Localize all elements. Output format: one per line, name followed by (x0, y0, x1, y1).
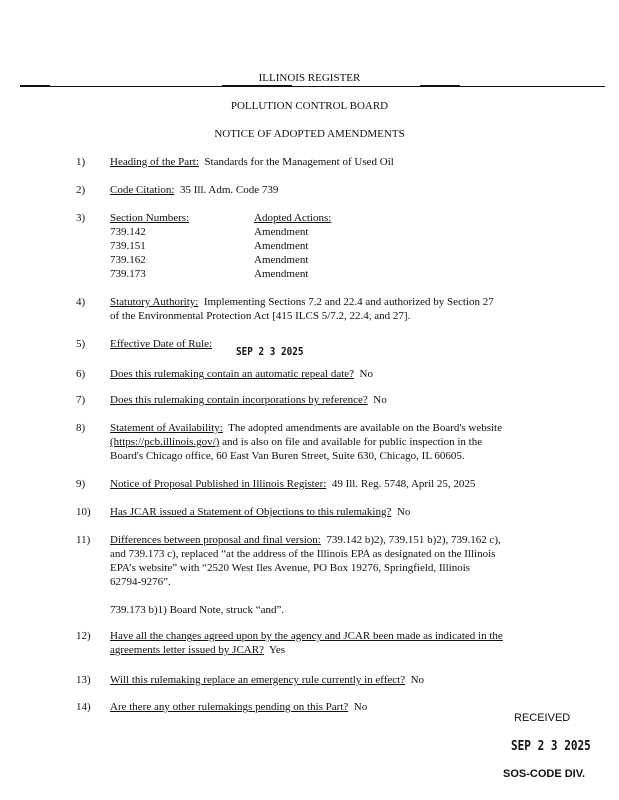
agency-title: POLLUTION CONTROL BOARD (230, 100, 389, 112)
adopted-action: Amendment (254, 226, 309, 238)
adopted-action: Amendment (254, 268, 309, 280)
section-number: 739.151 (110, 240, 146, 252)
section-number: 739.142 (110, 226, 146, 238)
header-rule-accent (420, 85, 460, 87)
adopted-action: Amendment (254, 254, 309, 266)
register-title: ILLINOIS REGISTER (258, 72, 361, 84)
division-label: SOS-CODE DIV. (503, 768, 586, 780)
notice-title: NOTICE OF ADOPTED AMENDMENTS (214, 128, 405, 140)
adopted-action: Amendment (254, 240, 309, 252)
header-rule (20, 86, 605, 87)
received-date: SEP 2 3 2025 (511, 739, 591, 754)
header-rule-accent (20, 85, 50, 87)
effective-date-stamp: SEP 2 3 2025 (236, 345, 304, 358)
received-label: RECEIVED (514, 712, 571, 724)
section-number: 739.173 (110, 268, 146, 280)
header-rule-accent (222, 85, 292, 87)
section-number: 739.162 (110, 254, 146, 266)
website-link[interactable]: (https://pcb.illinois.gov/) (110, 436, 220, 448)
document-page: ILLINOIS REGISTER POLLUTION CONTROL BOARD NOTICE OF ADOPTED AMENDMENTS 1) Heading of the Part: Standards for the Management of Used Oil 2) Code Citation: 35 Ill. Adm. Code 739 3) Section Numbers: Adopted Actions: 739.142 Amendment 739.151 Amendment 739.162 Amendment 739.173 Amendment 4) Statutory Authority: Implementing Sections 7.2 and 22.4 and authorized by Section 27 of the Environmental Protection Act [415 ILCS 5/7.2, 22.4, and 27]. 5) Effective Date of Rule: SEP 2 3 2025 6) Does this rulemaking contain an automatic repeal date? No 7) Does this rulemaking contain incorporations by reference? No 8) Statement of Availability: The adopted amendments are available on the Board's website (https://pcb.illinois.gov/) and is also on file and available for public inspection in the Board's Chicago office, 60 East Van Buren Street, Suite 630, Chicago, IL 60605. 9) Notice of Proposal Published in Illinois Register: 49 Ill. Reg. 5748, April 25, 2025 10) Has JCAR issued a Statement of Objections to this rulemaking? No 11) Differences between proposal and final version: 739.142 b)2), 739.151 b)2), 739.162 c), and 739.173 c), replaced “at the address of the Illinois EPA as designated on the Illinois EPA’s website” with “2520 West Iles Avenue, PO Box 19276, Springfield, Illinois 62794-9276”. 739.173 b)1) Board Note, struck “and”. 12) Have all the changes agreed upon by the agency and JCAR been made as indicated in the agreements letter issued by JCAR? Yes 13) Will this rulemaking replace an emergency rule currently in effect? No 14) Are there any other rulemakings pending on this Part? No RECEIVED SEP 2 3 2025 SOS-CODE DIV. (0, 0, 619, 800)
